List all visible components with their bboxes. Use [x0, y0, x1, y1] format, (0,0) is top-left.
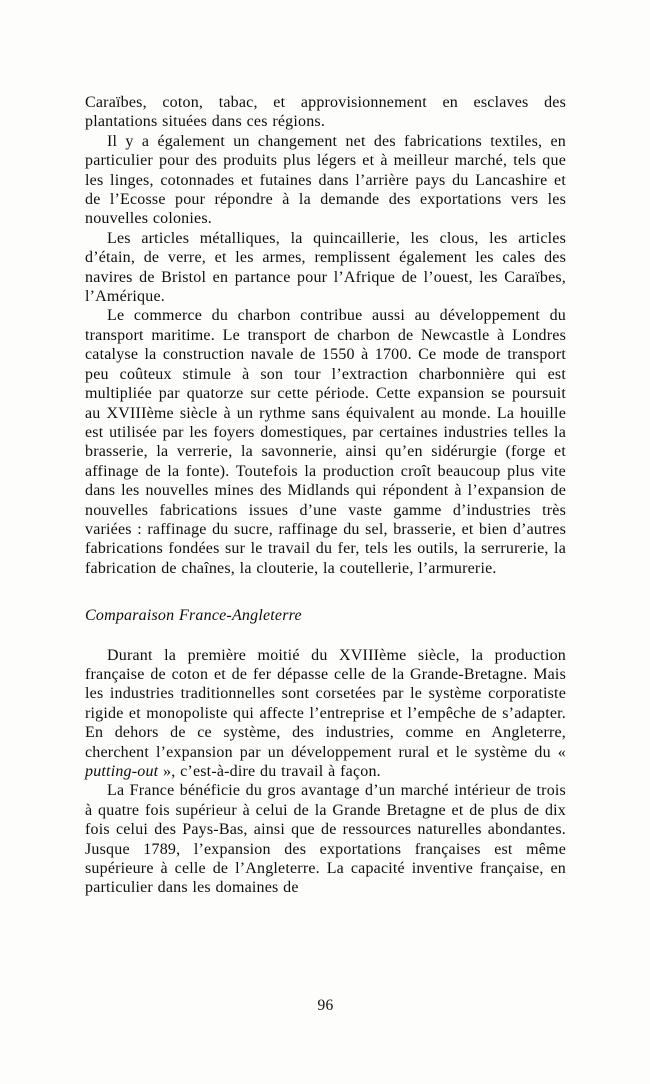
- paragraph-metal-articles: Les articles métalliques, la quincaillerie, les clous, les articles d’étain, de verre, et les armes, remplissent également les cales des navires de Bristol en partance pour l’Afrique de l’ouest, les Caraïbes, l’Amérique.: [85, 229, 566, 306]
- page-number: 96: [317, 997, 334, 1014]
- section-heading: Comparaison France-Angleterre: [85, 607, 302, 625]
- paragraph-continuation: Caraïbes, coton, tabac, et approvisionnement en esclaves des plantations situées dans ces régions.: [85, 94, 566, 131]
- p5-text-before: Durant la première moitié du XVIIIème siècle, la production française de coton et de fer dépasse celle de la Grande-Bretagne. Mais les industries traditionnelles sont corsetées par le système corporatiste rigide et monopoliste qui affecte l’entreprise et l’empêche de s’adapter. En dehors de ce système, des industries, comme en Angleterre, cherchent l’expansion par un développement rural et le système du «: [85, 646, 566, 761]
- paragraph-textiles: Il y a également un changement net des fabrications textiles, en particulier pour des produits plus légers et à meilleur marché, tels que les linges, cotonnades et futaines dans l’arrière pays du Lancashire et de l’Ecosse pour répondre à la demande des exportations vers les nouvelles colonies.: [85, 132, 566, 228]
- text-block: [85, 93, 566, 898]
- paragraph-france-advantage: La France bénéficie du gros avantage d’un marché intérieur de trois à quatre fois supérieur à celui de la Grande Bretagne et de plus de dix fois celui des Pays-Bas, ainsi que de ressources naturelles abondantes. Jusque 1789, l’expansion des exportations françaises est même supérieure à celle de l’Angleterre. La capacité inventive française, en particulier dans les domaines de: [85, 782, 566, 897]
- paragraph-coal-trade: Le commerce du charbon contribue aussi au développement du transport maritime. Le transport de charbon de Newcastle à Londres catalyse la construction navale de 1550 à 1700. Ce mode de transport peu coûteux stimule à son tour l’extraction charbonnière qui est multipliée par quatorze sur cette période. Cette expansion se poursuit au XVIIIème siècle à un rythme sans équivalent au monde. La houille est utilisée par les foyers domestiques, par certaines industries telles la brasserie, la verrerie, la savonnerie, ainsi qu’en sidérurgie (forge et affinage de la fonte). Toutefois la production croît beaucoup plus vite dans les nouvelles mines des Midlands qui répondent à l’expansion de nouvelles fabrications issues d’une vaste gamme d’industries très variées : raffinage du sucre, raffinage du sel, brasserie, et bien d’autres fabrications fondées sur le travail du fer, tels les outils, la serrurerie, la fabrication de chaînes, la clouterie, la coutellerie, l’armurerie.: [85, 307, 566, 577]
- putting-out-italic-term: putting-out: [85, 763, 159, 780]
- p5-text-after: », c’est-à-dire du travail à façon.: [158, 763, 381, 780]
- paragraph-france-production: [85, 646, 566, 782]
